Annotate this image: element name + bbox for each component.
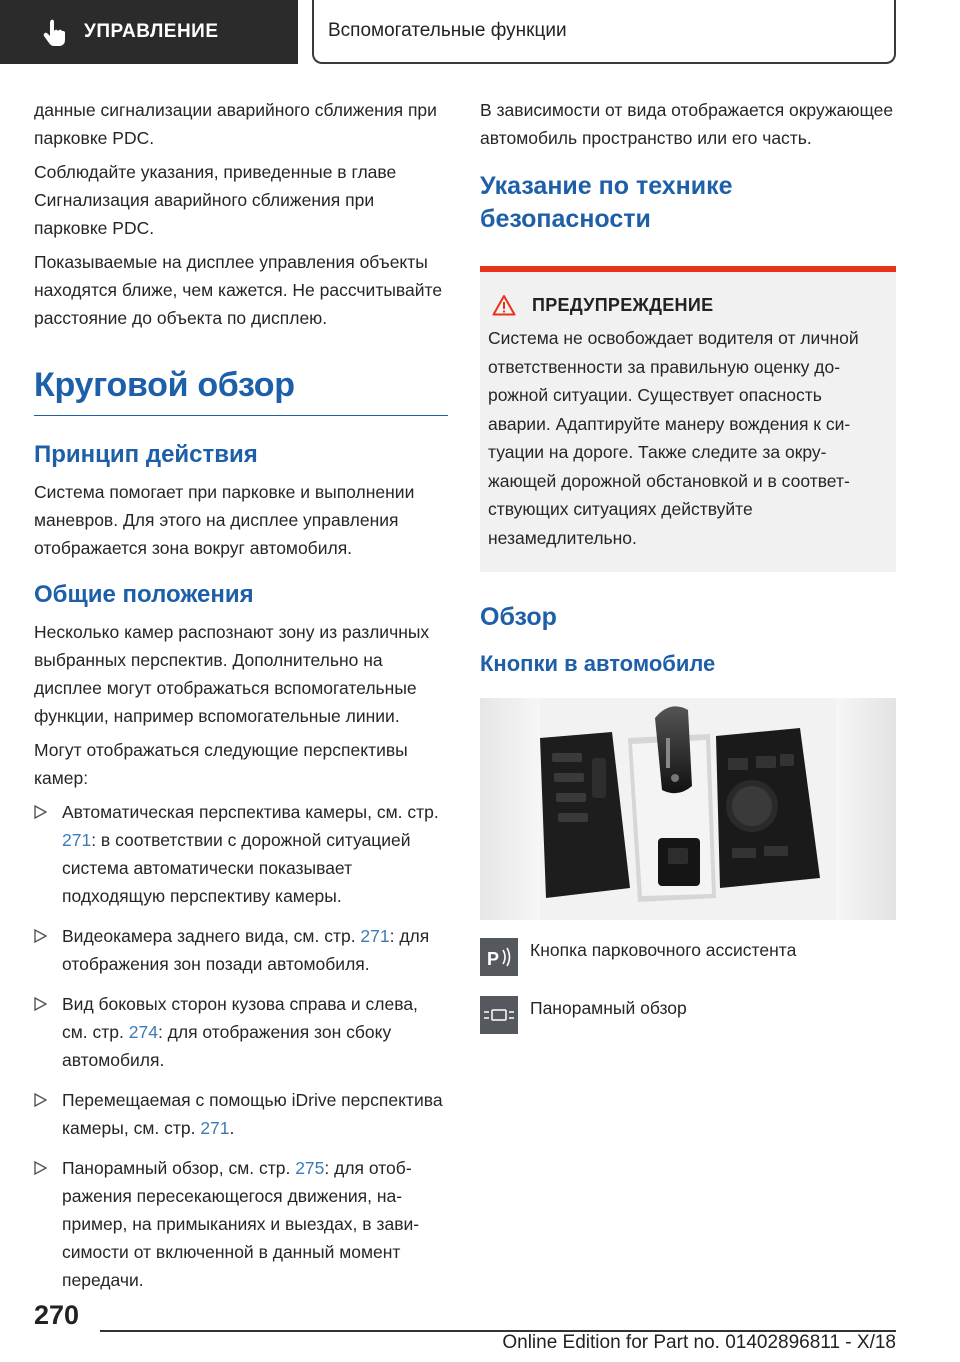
- warning-text: Система не освобождает водителя от личной ответственности за правильную оценку дорожной ситуации. Существует опасность аварии. Адаптируйте манеру вождения к ситуации на дороге. Также следите за окружающей дорожной обстановкой и в соответствующих ситуациях действуйте незамедлительно.: [488, 328, 859, 548]
- center-console-photo: [480, 698, 896, 920]
- list-item: Вид боковых сторон кузова справа и слева, см. стр. 274: для отображения зон сбоку автомобиля.: [34, 990, 448, 1074]
- warning-triangle-icon: [492, 294, 516, 316]
- page-link[interactable]: 271: [62, 830, 92, 850]
- chapter-heading: Круговой обзор: [34, 366, 448, 416]
- page-number: 270: [34, 1300, 80, 1330]
- list-item: Автоматическая перспектива камеры, см. стр. 271: в соответствии с дорожной ситуацией система автоматически показывает подходящую перспективу камеры.: [34, 798, 448, 910]
- subsection-heading-buttons: Кнопки в автомобиле: [480, 651, 716, 676]
- button-legend-label: Панорамный обзор: [530, 998, 687, 1018]
- triangle-bullet-icon: [34, 929, 47, 943]
- page-link[interactable]: 271: [200, 1118, 230, 1138]
- parking-assistant-icon: [480, 938, 518, 976]
- svg-text:P: P: [487, 949, 500, 969]
- panorama-view-icon: [480, 996, 518, 1034]
- right-column: [480, 96, 896, 1054]
- section-tab: [0, 0, 298, 64]
- section-title: УПРАВЛЕНИЕ: [84, 21, 219, 42]
- button-legend-panorama-view: [480, 996, 896, 1034]
- list-item: Панорамный обзор, см. стр. 275: для отображения пересекающегося движения, например, на примыканиях и выездах, в зависимости от включенной в данный момент передачи.: [34, 1154, 448, 1294]
- paragraph: данные сигнализации аварийного сближения при парковке PDC.: [34, 100, 437, 148]
- triangle-bullet-icon: [34, 1093, 47, 1107]
- triangle-bullet-icon: [34, 1161, 47, 1175]
- paragraph: Соблюдайте указания, приведенные в главе Сигнализация аварийного сближения при парковке PDC.: [34, 162, 397, 238]
- paragraph: Система помогает при парковке и выполнении маневров. Для этого на дисплее управления отображается зона вокруг автомобиля.: [34, 482, 415, 558]
- subsection-title-box: [312, 0, 896, 64]
- paragraph: В зависимости от вида отображается окружающее автомобиль пространство или его часть.: [480, 100, 894, 148]
- footer-edition-note: Online Edition for Part no. 01402896811 - X/18: [502, 1332, 896, 1353]
- section-heading-overview: Обзор: [480, 603, 557, 631]
- section-heading-general: Общие положения: [34, 581, 254, 608]
- paragraph: Могут отображаться следующие перспективы камер:: [34, 740, 408, 788]
- section-heading-safety: Указание по технике безопасности: [480, 172, 733, 233]
- list-item: Видеокамера заднего вида, см. стр. 271: для отображения зон позади автомобиля.: [34, 922, 448, 978]
- page-link[interactable]: 271: [360, 926, 390, 946]
- page-link[interactable]: 275: [295, 1158, 325, 1178]
- button-legend-label: Кнопка парковочного ассистента: [530, 940, 797, 960]
- left-column: [34, 96, 448, 1306]
- camera-views-list: [34, 798, 448, 1294]
- page-link[interactable]: 274: [128, 1022, 158, 1042]
- triangle-bullet-icon: [34, 805, 47, 819]
- section-heading-principle: Принцип действия: [34, 441, 258, 468]
- triangle-bullet-icon: [34, 997, 47, 1011]
- warning-title: ПРЕДУПРЕЖДЕНИЕ: [492, 294, 888, 316]
- paragraph: Показываемые на дисплее управления объекты находятся ближе, чем кажется. Не рассчитывайте расстояние до объекта по дисплею.: [34, 252, 443, 328]
- subsection-title: Вспомогательные функции: [328, 20, 567, 41]
- hand-pointer-icon: [40, 17, 70, 47]
- list-item: Перемещаемая с помощью iDrive перспектива камеры, см. стр. 271.: [34, 1086, 448, 1142]
- warning-box: [480, 266, 896, 572]
- paragraph: Несколько камер распознают зону из различных выбранных перспектив. Дополнительно на дисплее могут отображаться вспомогательные функции, например вспомогательные линии.: [34, 622, 430, 726]
- button-legend-parking-assistant: [480, 938, 896, 976]
